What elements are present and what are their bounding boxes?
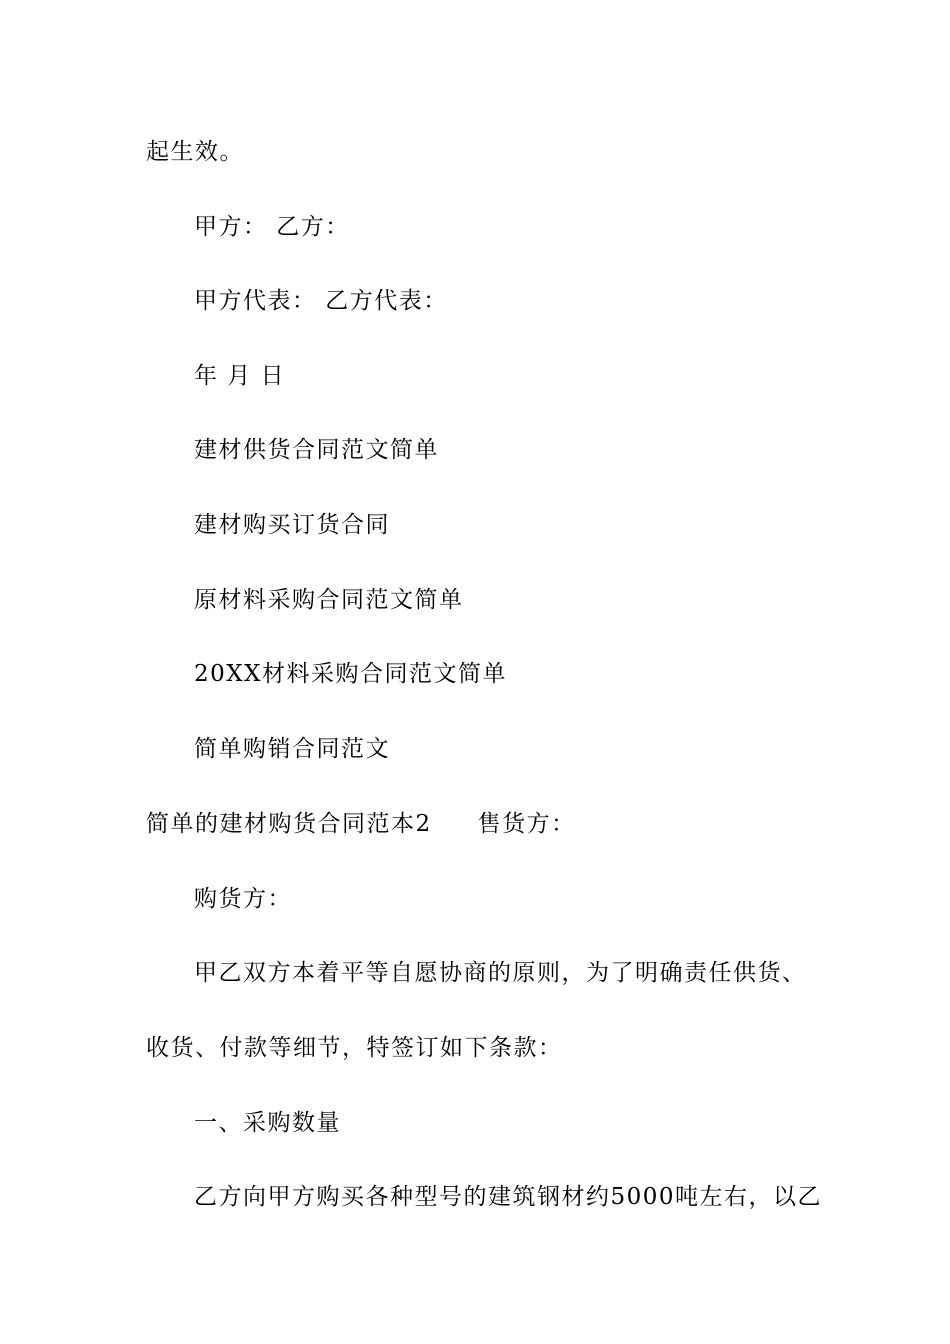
representative-labels-line: 甲方代表： 乙方代表： <box>194 288 448 314</box>
related-title-line: 建材供货合同范文简单 <box>194 437 439 463</box>
related-title-line: 原材料采购合同范文简单 <box>194 587 464 613</box>
paragraph-line: 乙方向甲方购买各种型号的建筑钢材约5000吨左右，以乙 <box>194 1184 823 1210</box>
seller-label: 售货方： <box>477 811 576 837</box>
paragraph-line: 收货、付款等细节，特签订如下条款： <box>146 1035 563 1061</box>
clause-heading: 一、采购数量 <box>194 1110 341 1136</box>
related-title-line: 20XX材料采购合同范文简单 <box>194 661 508 687</box>
related-title-line: 简单购销合同范文 <box>194 736 390 762</box>
related-title-line: 建材购买订货合同 <box>194 512 390 538</box>
section-heading-line <box>146 809 576 839</box>
text-line: 起生效。 <box>146 139 244 165</box>
buyer-label-line: 购货方： <box>194 886 292 912</box>
date-line: 年 月 日 <box>194 363 286 389</box>
section-heading: 简单的建材购货合同范本2 <box>146 811 432 837</box>
party-labels-line: 甲方： 乙方： <box>194 214 350 240</box>
paragraph-line: 甲乙双方本着平等自愿协商的原则，为了明确责任供货、 <box>194 960 807 986</box>
